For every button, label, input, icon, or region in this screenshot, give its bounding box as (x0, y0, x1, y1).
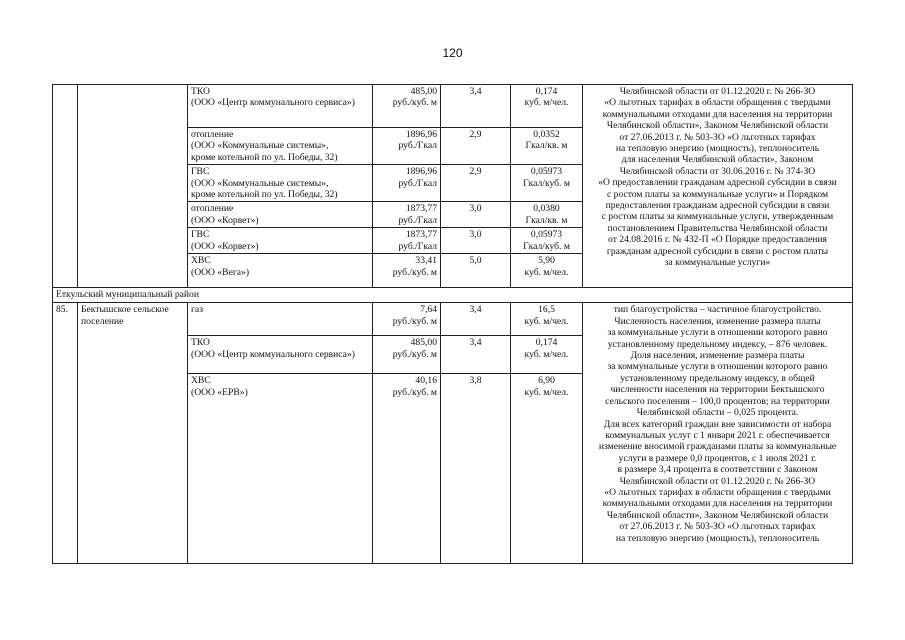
service-cell: ХВС (ООО «ЕРВ») (188, 374, 373, 564)
settlement-name: Бектышское сельское поселение (78, 303, 188, 564)
row-number: 85. (53, 303, 78, 564)
percent-cell: 3,4 (441, 303, 511, 336)
service-cell: ТКО (ООО «Центр коммунального сервиса») (188, 85, 373, 128)
norm-cell: 0,0380 Гкал/кв. м (511, 202, 583, 228)
percent-cell: 3,8 (441, 374, 511, 564)
norm-cell: 0,174 куб. м/чел. (511, 336, 583, 374)
service-cell: отопление (ООО «Коммунальные системы», кроме котельной по ул. Победы, 32) (188, 128, 373, 165)
legal-note: тип благоустройства – частичное благоустройство. Численность населения, изменение размера платы за коммунальные услуги в отношении которого равно установленному предельному индексу, – 876 человек. Доля населения, изменение размера платы за коммунальные услуги в отношении которого равно установленному предельному индексу, в общей численности населения на территории Бектышского сельского поселения – 100,0 процентов; на территории Челябинской области – 0,025 процента. Для всех категорий граждан вне зависимости от набора коммунальных услуг с 1 января 2021 г. обеспечивается изменение вносимой гражданами платы за коммунальные услуги в размере 0,0 процентов, с 1 июля 2021 г. в размере 3,4 процента в соответствии с Законом Челябинской области от 01.12.2020 г. № 266-ЗО «О льготных тарифах в области обращения с твердыми коммунальными отходами для населения на территории Челябинской области», Законом Челябинской области от 27.06.2013 г. № 503-ЗО «О льготных тарифах на тепловую энергию (мощность), теплоноситель (583, 303, 853, 564)
tariff-cell: 1873,77 руб./Гкал (373, 228, 441, 254)
percent-cell: 3,0 (441, 202, 511, 228)
norm-cell: 0,05973 Гкал/куб. м (511, 228, 583, 254)
tariff-cell: 7,64 руб./куб. м (373, 303, 441, 336)
service-cell: ГВС (ООО «Корвет») (188, 228, 373, 254)
number-cell-empty (53, 85, 78, 288)
tariff-cell: 1896,96 руб./Гкал (373, 128, 441, 165)
tariff-cell: 1896,96 руб./Гкал (373, 165, 441, 202)
percent-cell: 2,9 (441, 128, 511, 165)
settlement-cell-empty (78, 85, 188, 288)
percent-cell: 2,9 (441, 165, 511, 202)
tariff-cell: 1873,77 руб./Гкал (373, 202, 441, 228)
tariff-cell: 485,00 руб./куб. м (373, 336, 441, 374)
table-row (53, 85, 853, 128)
tariff-cell: 40,16 руб./куб. м (373, 374, 441, 564)
norm-cell: 0,05973 Гкал/куб. м (511, 165, 583, 202)
percent-cell: 3,4 (441, 336, 511, 374)
tariff-table (52, 84, 853, 564)
percent-cell: 5,0 (441, 254, 511, 288)
norm-cell: 0,174 куб. м/чел. (511, 85, 583, 128)
district-row (53, 288, 853, 303)
service-cell: газ (188, 303, 373, 336)
norm-cell: 16,5 куб. м/чел. (511, 303, 583, 336)
norm-cell: 5,90 куб. м/чел. (511, 254, 583, 288)
norm-cell: 0,0352 Гкал/кв. м (511, 128, 583, 165)
district-name: Еткульский муниципальный район (53, 288, 853, 303)
percent-cell: 3,0 (441, 228, 511, 254)
tariff-cell: 485,00 руб./куб. м (373, 85, 441, 128)
service-cell: ГВС (ООО «Коммунальные системы», кроме котельной по ул. Победы, 32) (188, 165, 373, 202)
service-cell: ТКО (ООО «Центр коммунального сервиса») (188, 336, 373, 374)
service-cell: отопление (ООО «Корвет») (188, 202, 373, 228)
norm-cell: 6,90 куб. м/чел. (511, 374, 583, 564)
percent-cell: 3,4 (441, 85, 511, 128)
service-cell: ХВС (ООО «Вега») (188, 254, 373, 288)
page-number: 120 (442, 46, 463, 60)
legal-note: Челябинской области от 01.12.2020 г. № 266-ЗО «О льготных тарифах в области обращения с твердыми коммунальными отходами для населения на территории Челябинской области», Законом Челябинской области от 27.06.2013 г. № 503-ЗО «О льготных тарифах на тепловую энергию (мощность), теплоноситель для населения Челябинской области», Законом Челябинской области от 30.06.2016 г. № 374-ЗО «О предоставлении гражданам адресной субсидии в связи с ростом платы за коммунальные услуги» и Порядком предоставления гражданам адресной субсидии в связи с ростом платы за коммунальные услуги, утвержденным постановлением Правительства Челябинской области от 24.08.2016 г. № 432-П «О Порядке предоставления гражданам адресной субсидии в связи с ростом платы за коммунальные услуги» (583, 85, 853, 288)
tariff-cell: 33,41 руб./куб. м (373, 254, 441, 288)
table-row (53, 303, 853, 336)
